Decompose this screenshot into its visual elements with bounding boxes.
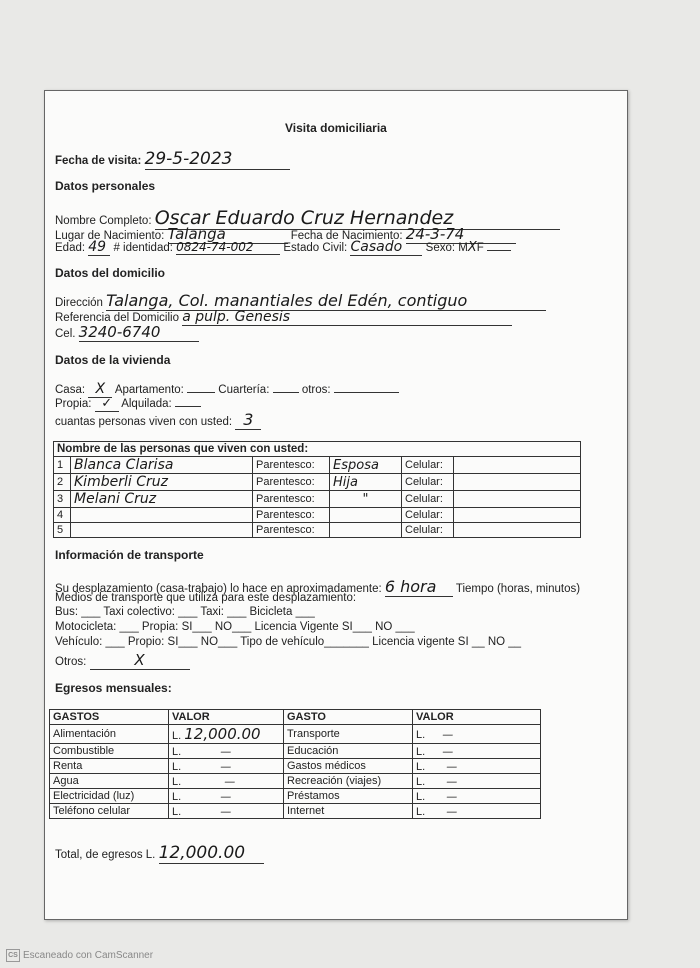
address-heading: Datos del domicilio [55, 266, 166, 280]
dir-label: Dirección [55, 297, 103, 309]
household-header-row [54, 442, 581, 457]
total-label: Total, de egresos L. [55, 849, 156, 861]
col-gasto: GASTO [284, 710, 413, 725]
expense-name: Combustible [50, 744, 169, 759]
transport-line-bus[interactable]: Bus: ___ Taxi colectivo: ___ Taxi: ___ Bicicleta ___ [55, 606, 315, 618]
currency-prefix: L. [416, 728, 426, 741]
currency-prefix: L. [172, 805, 182, 818]
household-relation[interactable]: " [330, 491, 402, 508]
total-row [55, 843, 264, 864]
expense-value[interactable]: — [446, 759, 458, 773]
dir-value[interactable]: Talanga, Col. manantiales del Edén, contiguo [106, 291, 546, 311]
parentesco-label: Parentesco: [253, 523, 330, 538]
expense-name: Educación [284, 744, 413, 759]
household-name[interactable]: Blanca Clarisa [71, 457, 253, 474]
alquilada-label: Alquilada: [121, 398, 172, 410]
visit-date-label: Fecha de visita: [55, 155, 142, 167]
transport-other-row [55, 651, 190, 670]
sex-f-label: F [476, 242, 484, 254]
household-num: 3 [54, 491, 71, 508]
parentesco-label: Parentesco: [253, 457, 330, 474]
transport-heading: Información de transporte [55, 548, 204, 562]
expense-row [50, 789, 541, 804]
expense-row [50, 759, 541, 774]
household-phone[interactable] [454, 508, 581, 523]
expense-value-cell[interactable] [413, 789, 541, 804]
expense-value-cell[interactable] [413, 725, 541, 744]
currency-prefix: L. [416, 745, 426, 758]
alquilada-blank[interactable] [175, 396, 201, 407]
expense-value[interactable]: — [220, 744, 232, 758]
transport-line-moto[interactable]: Motocicleta: ___ Propia: SI___ NO___ Licencia Vigente SI___ NO ___ [55, 621, 415, 633]
expense-value[interactable]: — [446, 789, 458, 803]
expense-row [50, 744, 541, 759]
currency-prefix: L. [172, 775, 182, 788]
expense-value-cell[interactable] [413, 804, 541, 819]
commute-unit: Tiempo (horas, minutos) [455, 583, 581, 595]
household-relation[interactable]: Hija [330, 474, 402, 491]
household-header: Nombre de las personas que viven con usted: [54, 442, 581, 457]
household-num: 5 [54, 523, 71, 538]
identity-row [55, 239, 511, 256]
expense-value[interactable]: — [442, 744, 454, 758]
people-count-row [55, 410, 261, 430]
household-phone[interactable] [454, 474, 581, 491]
cuarteria-label: Cuartería: [218, 384, 270, 396]
expense-name: Préstamos [284, 789, 413, 804]
currency-prefix: L. [172, 745, 182, 758]
visit-date-value[interactable]: 29-5-2023 [145, 149, 290, 170]
expense-name: Teléfono celular [50, 804, 169, 819]
currency-prefix: L. [172, 790, 182, 803]
civil-value[interactable]: Casado [350, 239, 422, 256]
casa-mark[interactable]: X [88, 381, 112, 398]
expense-name: Alimentación [50, 725, 169, 744]
name-value[interactable]: Oscar Eduardo Cruz Hernandez [155, 207, 560, 230]
celular-label: Celular: [402, 523, 454, 538]
otros-blank[interactable] [334, 382, 399, 393]
household-row [54, 508, 581, 523]
id-value[interactable]: 0824-74-002 [176, 240, 280, 255]
household-table [53, 441, 581, 538]
expense-row [50, 774, 541, 789]
commute-label: Su desplazamiento (casa-trabajo) lo hace en aproximadamente: [55, 583, 382, 595]
cel-label: Cel. [55, 328, 76, 340]
cel-value[interactable]: 3240-6740 [79, 323, 199, 342]
expense-value-cell[interactable] [169, 804, 284, 819]
expense-value-cell[interactable] [169, 725, 284, 744]
expense-value[interactable]: — [442, 727, 454, 741]
col-valor: VALOR [169, 710, 284, 725]
ref-value[interactable]: a pulp. Genesis [182, 309, 512, 326]
expense-value-cell[interactable] [413, 744, 541, 759]
expense-name: Transporte [284, 725, 413, 744]
celular-label: Celular: [402, 474, 454, 491]
household-relation[interactable]: Esposa [330, 457, 402, 474]
col-valor2: VALOR [413, 710, 541, 725]
transport-other-mark[interactable]: X [90, 651, 190, 670]
household-name[interactable]: Kimberli Cruz [71, 474, 253, 491]
expense-value[interactable]: — [224, 774, 236, 788]
currency-prefix: L. [416, 775, 426, 788]
expense-value[interactable]: — [220, 759, 232, 773]
household-name[interactable] [71, 523, 253, 538]
sex-label: Sexo: M [425, 242, 468, 254]
celular-label: Celular: [402, 457, 454, 474]
dir-row [55, 291, 546, 311]
camscanner-watermark [6, 949, 153, 962]
household-row [54, 474, 581, 491]
expense-row [50, 725, 541, 744]
parentesco-label: Parentesco: [253, 474, 330, 491]
expense-value[interactable]: — [446, 774, 458, 788]
celular-label: Celular: [402, 491, 454, 508]
celular-label: Celular: [402, 508, 454, 523]
birthplace-value[interactable]: Talanga [168, 225, 288, 244]
propia-mark[interactable]: ✓ [95, 396, 119, 412]
transport-means-label: Medios de transporte que utiliza para este desplazamiento: [55, 592, 357, 604]
household-name[interactable] [71, 508, 253, 523]
expense-name: Renta [50, 759, 169, 774]
expense-value-cell[interactable] [169, 774, 284, 789]
camscanner-text: Escaneado con CamScanner [23, 950, 154, 962]
birthdate-value[interactable]: 24-3-74 [406, 225, 516, 244]
age-label: Edad: [55, 242, 86, 254]
household-phone[interactable] [454, 457, 581, 474]
household-num: 1 [54, 457, 71, 474]
household-row [54, 457, 581, 474]
expense-value[interactable]: — [220, 789, 232, 803]
expense-value[interactable]: 12,000.00 [184, 725, 261, 743]
id-label: # identidad: [113, 242, 173, 254]
civil-label: Estado Civil: [283, 242, 348, 254]
currency-prefix: L. [416, 805, 426, 818]
transport-other-label: Otros: [55, 656, 87, 668]
household-name[interactable]: Melani Cruz [71, 491, 253, 508]
household-phone[interactable] [454, 523, 581, 538]
cuarteria-blank[interactable] [273, 382, 299, 393]
household-num: 2 [54, 474, 71, 491]
household-row [54, 523, 581, 538]
casa-label: Casa: [55, 384, 86, 396]
expense-name: Internet [284, 804, 413, 819]
household-num: 4 [54, 508, 71, 523]
birthplace-label: Lugar de Nacimiento: [55, 230, 165, 242]
household-relation[interactable] [330, 508, 402, 523]
expense-row [50, 804, 541, 819]
currency-prefix: L. [172, 730, 182, 742]
transport-line-vehicle[interactable]: Vehículo: ___ Propio: SI___ NO___ Tipo de vehículo_______ Licencia vigente SI __ NO __ [55, 636, 522, 648]
expense-value-cell[interactable] [169, 759, 284, 774]
expense-name: Gastos médicos [284, 759, 413, 774]
currency-prefix: L. [416, 760, 426, 773]
ref-label: Referencia del Domicilio [55, 312, 179, 324]
housing-heading: Datos de la vivienda [55, 353, 171, 367]
expenses-table [49, 709, 541, 819]
sex-f-blank[interactable] [487, 240, 511, 251]
sex-mark[interactable]: X [467, 240, 477, 255]
camscanner-logo-icon: CS [6, 949, 20, 962]
expenses-header-row [50, 710, 541, 725]
expense-name: Recreación (viajes) [284, 774, 413, 789]
age-value[interactable]: 49 [88, 239, 110, 256]
expense-value-cell[interactable] [169, 789, 284, 804]
cel-row [55, 323, 199, 342]
expenses-heading: Egresos mensuales: [55, 681, 172, 695]
household-row [54, 491, 581, 508]
expense-value-cell[interactable] [413, 759, 541, 774]
name-label: Nombre Completo: [55, 215, 152, 227]
otros-label: otros: [301, 384, 331, 396]
apt-label: Apartamento: [114, 384, 184, 396]
expense-name: Electricidad (luz) [50, 789, 169, 804]
expense-value-cell[interactable] [413, 774, 541, 789]
expense-value[interactable]: — [446, 804, 458, 818]
apt-blank[interactable] [187, 382, 215, 393]
household-phone[interactable] [454, 491, 581, 508]
form-sheet [44, 90, 628, 920]
expense-name: Agua [50, 774, 169, 789]
people-label: cuantas personas viven con usted: [55, 416, 233, 428]
form-title: Visita domiciliaria [285, 121, 387, 135]
birthdate-label: Fecha de Nacimiento: [290, 230, 403, 242]
personal-heading: Datos personales [55, 179, 156, 193]
currency-prefix: L. [172, 760, 182, 773]
expense-value[interactable]: — [220, 804, 232, 818]
visit-date-row [55, 149, 290, 170]
expense-value-cell[interactable] [169, 744, 284, 759]
propia-label: Propia: [55, 398, 92, 410]
commute-value[interactable]: 6 hora [385, 577, 453, 597]
col-gastos: GASTOS [50, 710, 169, 725]
people-value[interactable]: 3 [235, 410, 261, 430]
parentesco-label: Parentesco: [253, 491, 330, 508]
currency-prefix: L. [416, 790, 426, 803]
parentesco-label: Parentesco: [253, 508, 330, 523]
total-value[interactable]: 12,000.00 [159, 843, 264, 864]
household-relation[interactable] [330, 523, 402, 538]
